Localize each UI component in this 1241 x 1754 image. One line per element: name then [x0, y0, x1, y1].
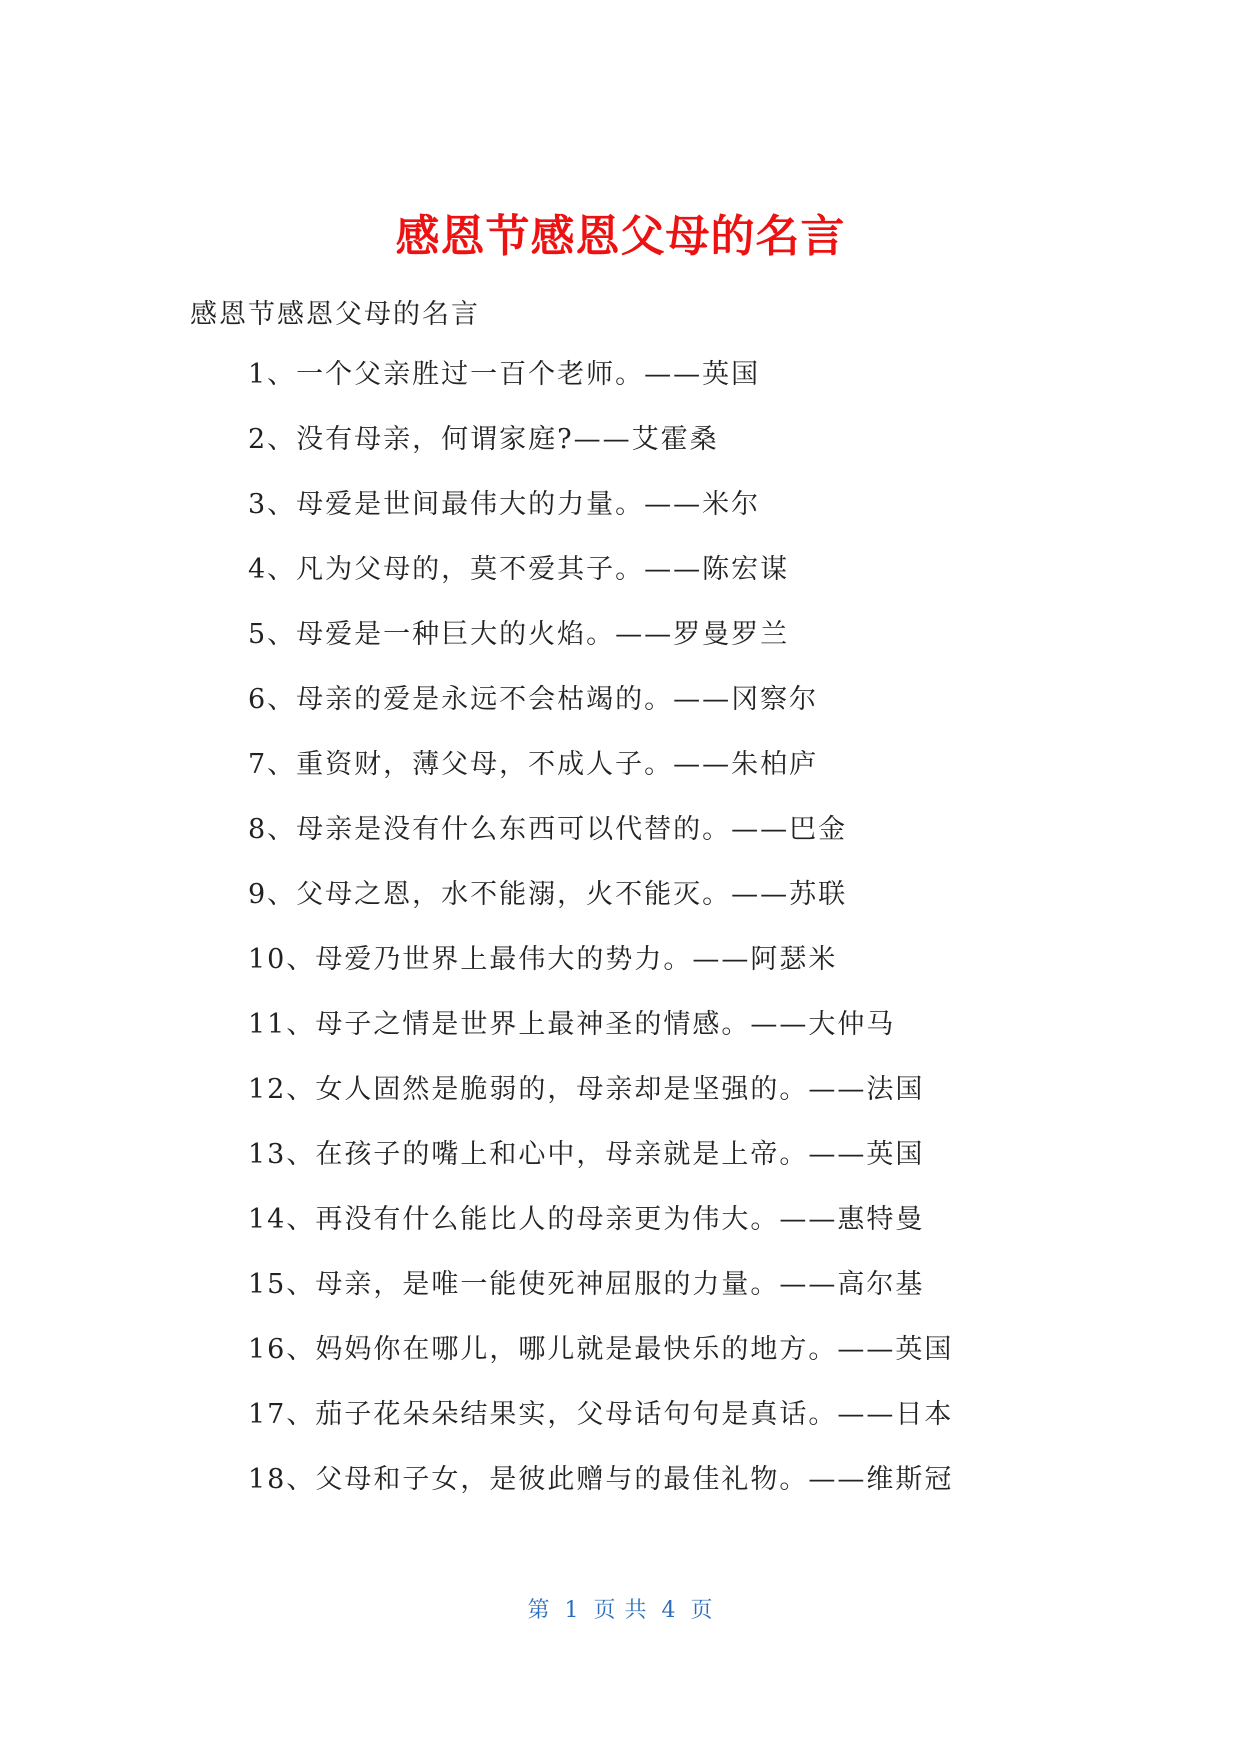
quote-item: 2、没有母亲，何谓家庭?——艾霍桑 [248, 424, 719, 455]
footer-prefix: 第 [527, 1598, 551, 1623]
quote-item: 17、茄子花朵朵结果实，父母话句句是真话。——日本 [248, 1399, 954, 1430]
quote-item: 3、母爱是世间最伟大的力量。——米尔 [248, 489, 761, 520]
quote-item: 13、在孩子的嘴上和心中，母亲就是上帝。——英国 [248, 1139, 925, 1170]
quote-item: 14、再没有什么能比人的母亲更为伟大。——惠特曼 [248, 1204, 925, 1235]
footer-suffix: 页 [690, 1598, 714, 1623]
page-footer [0, 1593, 1241, 1624]
quote-item: 12、女人固然是脆弱的，母亲却是坚强的。——法国 [248, 1074, 925, 1105]
document-subtitle: 感恩节感恩父母的名言 [190, 299, 480, 330]
quote-item: 5、母爱是一种巨大的火焰。——罗曼罗兰 [248, 619, 790, 650]
footer-middle: 页 共 [593, 1598, 648, 1623]
quote-item: 18、父母和子女，是彼此赠与的最佳礼物。——维斯冠 [248, 1464, 954, 1495]
quote-item: 8、母亲是没有什么东西可以代替的。——巴金 [248, 814, 848, 845]
footer-total-pages: 4 [661, 1598, 677, 1623]
quote-item: 10、母爱乃世界上最伟大的势力。——阿瑟米 [248, 944, 838, 975]
footer-page-number: 1 [564, 1598, 580, 1623]
quote-item: 11、母子之情是世界上最神圣的情感。——大仲马 [248, 1009, 896, 1040]
quote-item: 9、父母之恩，水不能溺，火不能灭。——苏联 [248, 879, 848, 910]
quote-item: 6、母亲的爱是永远不会枯竭的。——冈察尔 [248, 684, 819, 715]
quote-item: 16、妈妈你在哪儿，哪儿就是最快乐的地方。——英国 [248, 1334, 954, 1365]
document-title: 感恩节感恩父母的名言 [395, 211, 846, 262]
quote-item: 15、母亲，是唯一能使死神屈服的力量。——高尔基 [248, 1269, 925, 1300]
quote-list [248, 355, 953, 1525]
quote-item: 4、凡为父母的，莫不爱其子。——陈宏谋 [248, 554, 790, 585]
quote-item: 7、重资财，薄父母，不成人子。——朱柏庐 [248, 749, 819, 780]
quote-item: 1、一个父亲胜过一百个老师。——英国 [248, 359, 761, 390]
